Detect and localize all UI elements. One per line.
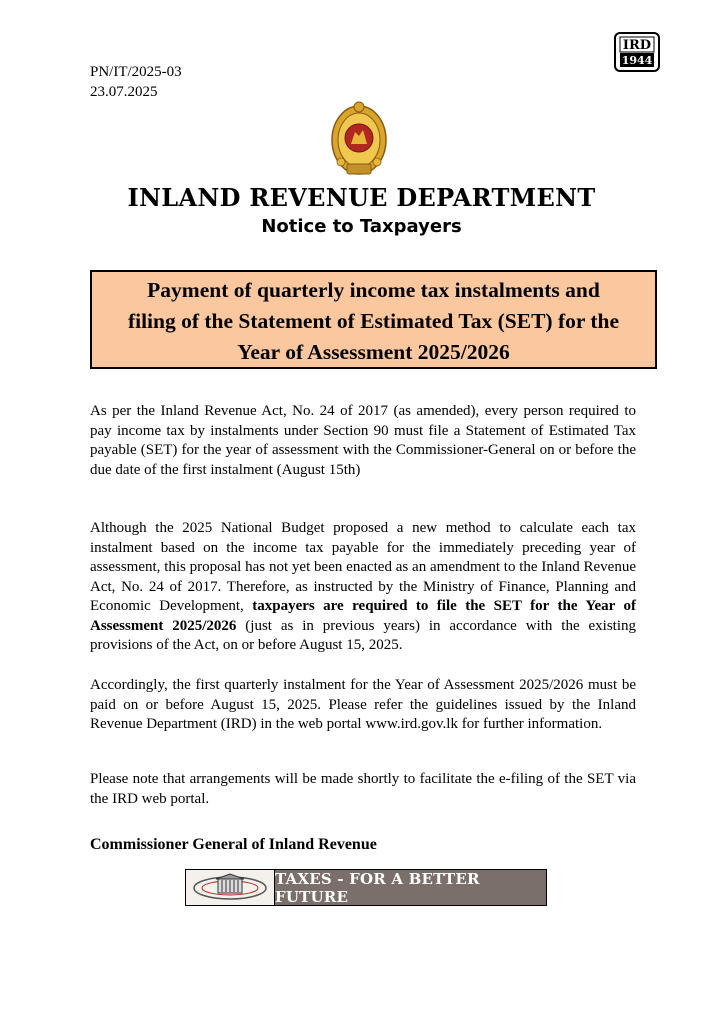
sri-lanka-emblem-icon	[329, 100, 389, 178]
paragraph-3: Accordingly, the first quarterly instalment for the Year of Assessment 2025/2026 must be paid on or before August 15, 2025. Please refer the guidelines issued by the Inland Revenue Department (IRD) in the web portal www.ird.gov.lk for further information.	[90, 677, 636, 732]
paragraph-2-end: (just as in previous years) in accordance with the existing provisions of the Act, on or before August 15, 2025.	[90, 617, 636, 653]
headline-box	[90, 270, 657, 369]
headline-line-2: filing of the Statement of Estimated Tax (SET) for the	[127, 309, 620, 333]
headline-line-1: Payment of quarterly income tax instalments and	[147, 278, 600, 302]
paragraph-1: As per the Inland Revenue Act, No. 24 of 2017 (as amended), every person required to pay income tax by instalments under Section 90 must file a Statement of Estimated Tax payable (SET) for the year of assessment with the Commissioner-General on or before the due date of the first instalment (August 15th)	[90, 403, 636, 478]
notice-body	[90, 402, 636, 807]
ird-logo-icon	[614, 32, 660, 72]
headline-line-3: Year of Assessment 2025/2026	[237, 340, 510, 364]
ref-number: PN/IT/2025-03	[90, 64, 182, 80]
reference-block	[90, 62, 182, 102]
paragraph-2-bold: taxpayers are required to file the SET for the Year of Assessment 2025/2026	[90, 598, 636, 634]
signature: Commissioner General of Inland Revenue	[90, 836, 377, 853]
ird-building-logo-icon	[186, 870, 275, 905]
footer-banner	[185, 869, 547, 906]
paragraph-2-start: Although the 2025 National Budget proposed a new method to calculate each tax instalment based on the income tax payable for the immediately preceding year of assessment, this proposal has not yet been enacted as an amendment to the Inland Revenue Act, No. 24 of 2017. Therefore, as instructed by the Ministry of Finance, Planning and Economic Development,	[90, 520, 636, 614]
department-title: INLAND REVENUE DEPARTMENT	[127, 183, 596, 212]
footer-slogan: TAXES - FOR A BETTER FUTURE	[275, 870, 546, 905]
ird-logo-bottom-text: 1944	[621, 54, 653, 67]
paragraph-2	[90, 519, 636, 656]
ird-logo-top-text: IRD	[622, 38, 652, 53]
notice-title: Notice to Taxpayers	[261, 216, 462, 237]
notice-date: 23.07.2025	[90, 84, 158, 100]
paragraph-4: Please note that arrangements will be made shortly to facilitate the e-filing of the SET via the IRD web portal.	[90, 771, 636, 807]
